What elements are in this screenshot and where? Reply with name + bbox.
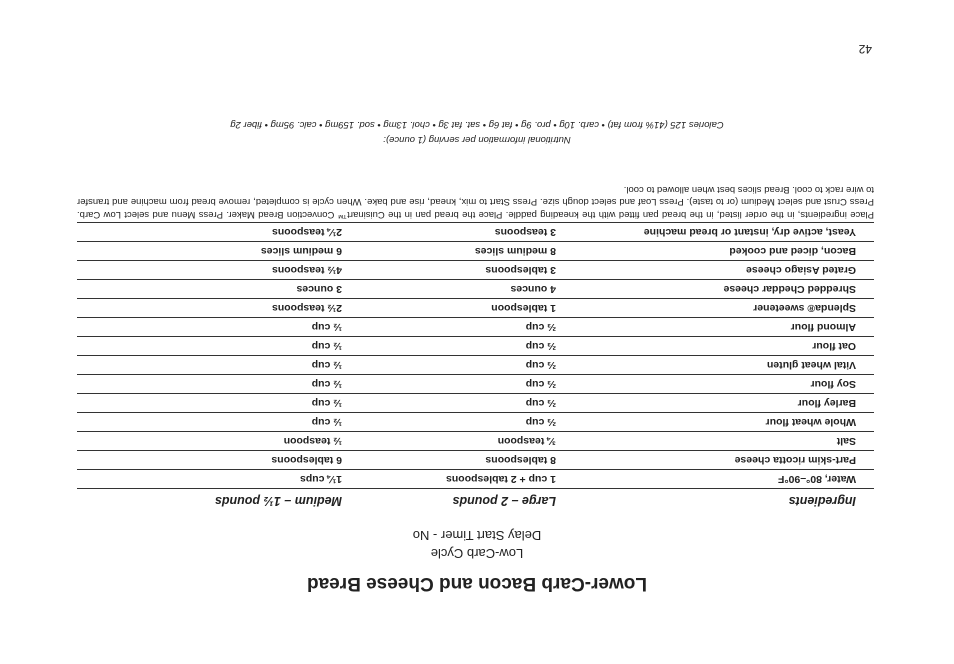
table-row (77, 394, 874, 413)
large-amount-cell: 1 tablespoon (360, 299, 574, 318)
large-amount-cell: 8 medium slices (360, 242, 574, 261)
medium-amount-cell: ½ cup (77, 337, 360, 356)
medium-amount-cell: ½ cup (77, 375, 360, 394)
header-ingredients: Ingredients (574, 489, 874, 514)
ingredient-cell: Whole wheat flour (574, 413, 874, 432)
table-row (77, 261, 874, 280)
page-number: 42 (858, 42, 872, 56)
ingredient-cell: Water, 80°–90°F (574, 470, 874, 489)
ingredients-table (77, 222, 874, 513)
header-large: Large – 2 pounds (360, 489, 574, 514)
large-amount-cell: ⅔ cup (360, 318, 574, 337)
header-medium: Medium – 1½ pounds (77, 489, 360, 514)
medium-amount-cell: ½ cup (77, 394, 360, 413)
ingredient-cell: Almond flour (574, 318, 874, 337)
medium-amount-cell: ½ cup (77, 413, 360, 432)
table-row (77, 451, 874, 470)
medium-amount-cell: ½ cup (77, 356, 360, 375)
table-row (77, 356, 874, 375)
recipe-title: Lower-Carb Bacon and Cheese Bread (307, 573, 647, 594)
medium-amount-cell: 1¼ cups (77, 470, 360, 489)
table-row (77, 337, 874, 356)
table-row (77, 413, 874, 432)
medium-amount-cell: ½ cup (77, 318, 360, 337)
ingredient-cell: Vital wheat gluten (574, 356, 874, 375)
large-amount-cell: ¾ teaspoon (360, 432, 574, 451)
medium-amount-cell: 2½ teaspoons (77, 299, 360, 318)
table-row (77, 470, 874, 489)
ingredient-cell: Yeast, active dry, instant or bread machine (574, 223, 874, 242)
nutrition-facts: Calories 125 (41% from fat) • carb. 10g • pro. 9g • fat 6g • sat. fat 3g • chol. 13mg • sod. 159mg • calc. 95mg • fiber 2g (230, 119, 724, 130)
table-row (77, 242, 874, 261)
large-amount-cell: ⅔ cup (360, 375, 574, 394)
ingredient-cell: Barley flour (574, 394, 874, 413)
ingredient-cell: Part-skim ricotta cheese (574, 451, 874, 470)
medium-amount-cell: 4½ teaspoons (77, 261, 360, 280)
table-header-row (77, 489, 874, 514)
ingredient-cell: Bacon, diced and cooked (574, 242, 874, 261)
large-amount-cell: ⅔ cup (360, 356, 574, 375)
ingredient-cell: Splenda® sweetener (574, 299, 874, 318)
cycle-label: Low-Carb Cycle (430, 546, 524, 561)
medium-amount-cell: 6 medium slices (77, 242, 360, 261)
table-row (77, 299, 874, 318)
ingredient-cell: Shredded Cheddar cheese (574, 280, 874, 299)
nutrition-title: Nutritional information per serving (1 ounce): (383, 134, 571, 145)
table-row (77, 318, 874, 337)
medium-amount-cell: 3 ounces (77, 280, 360, 299)
large-amount-cell: ⅔ cup (360, 337, 574, 356)
medium-amount-cell: ½ teaspoon (77, 432, 360, 451)
table-row (77, 280, 874, 299)
ingredient-cell: Soy flour (574, 375, 874, 394)
large-amount-cell: 3 tablespoons (360, 261, 574, 280)
instructions-paragraph: Place ingredients, in the order listed, in the bread pan fitted with the kneading paddle. Place the bread pan in the Cuisinart™ Convection Bread Maker. Press Menu and select Low Carb. Press Crust and select Medium (or to taste). Press Loaf and select dough size. Press Start to mix, knead, rise and bake. When cycle is completed, remove bread from machine and transfer to wire rack to cool. Bread slices best when allowed to cool. (77, 184, 874, 220)
ingredient-cell: Oat flour (574, 337, 874, 356)
table-row (77, 223, 874, 242)
large-amount-cell: 3 teaspoons (360, 223, 574, 242)
table-row (77, 375, 874, 394)
medium-amount-cell: 6 tablespoons (77, 451, 360, 470)
large-amount-cell: 8 tablespoons (360, 451, 574, 470)
large-amount-cell: ⅔ cup (360, 394, 574, 413)
large-amount-cell: ⅔ cup (360, 413, 574, 432)
ingredient-cell: Salt (574, 432, 874, 451)
ingredient-cell: Grated Asiago cheese (574, 261, 874, 280)
large-amount-cell: 4 ounces (360, 280, 574, 299)
table-row (77, 432, 874, 451)
medium-amount-cell: 2¼ teaspoons (77, 223, 360, 242)
large-amount-cell: 1 cup + 2 tablespoons (360, 470, 574, 489)
delay-start-label: Delay Start Timer - No (412, 528, 542, 543)
